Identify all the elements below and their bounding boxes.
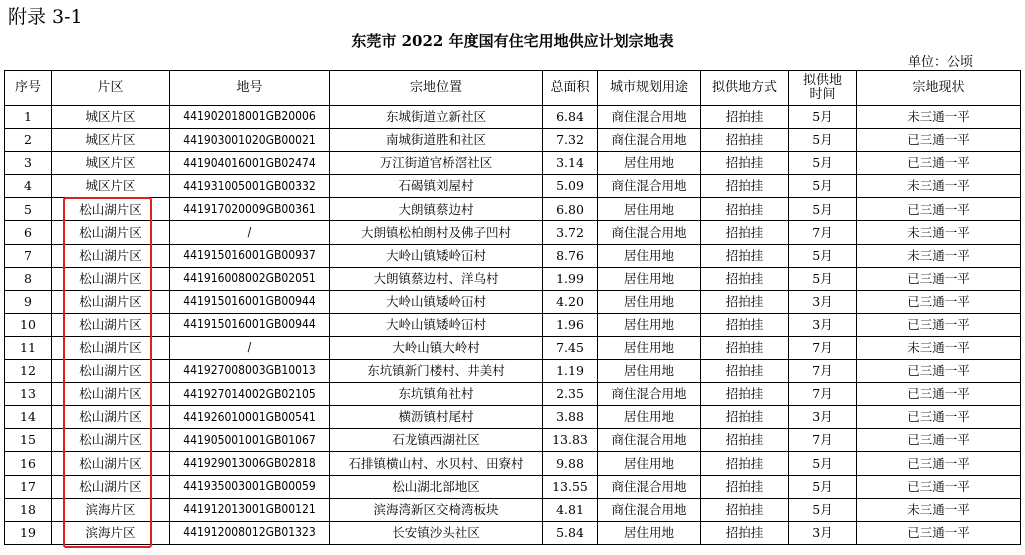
district-cell: 松山湖片区 bbox=[52, 244, 170, 267]
supply-time-cell: 5月 bbox=[789, 475, 857, 498]
total-area-cell: 8.76 bbox=[543, 244, 598, 267]
district-cell: 松山湖片区 bbox=[52, 360, 170, 383]
land-status-cell: 未三通一平 bbox=[857, 221, 1021, 244]
land-status-cell: 已三通一平 bbox=[857, 290, 1021, 313]
supply-time-cell: 7月 bbox=[789, 221, 857, 244]
planned-use-cell: 居住用地 bbox=[598, 152, 701, 175]
planned-use-cell: 商住混合用地 bbox=[598, 221, 701, 244]
land-location-cell: 石碣镇刘屋村 bbox=[330, 175, 543, 198]
land-location-cell: 大岭山镇矮岭冚村 bbox=[330, 244, 543, 267]
supply-method-cell: 招拍挂 bbox=[701, 221, 789, 244]
land-code-cell: 441912008012GB01323 bbox=[170, 521, 330, 544]
land-location-cell: 石排镇横山村、水贝村、田寮村 bbox=[330, 452, 543, 475]
land-code-cell: 441917020009GB00361 bbox=[170, 198, 330, 221]
table-title: 东莞市 2022 年度国有住宅用地供应计划宗地表 bbox=[351, 32, 674, 50]
district-cell: 松山湖片区 bbox=[52, 267, 170, 290]
planned-use-cell: 商住混合用地 bbox=[598, 475, 701, 498]
supply-method-cell: 招拍挂 bbox=[701, 475, 789, 498]
row-number-cell: 14 bbox=[5, 406, 52, 429]
total-area-cell: 1.99 bbox=[543, 267, 598, 290]
land-status-cell: 未三通一平 bbox=[857, 498, 1021, 521]
supply-time-cell: 7月 bbox=[789, 383, 857, 406]
district-cell: 城区片区 bbox=[52, 106, 170, 129]
land-code-cell: 441931005001GB00332 bbox=[170, 175, 330, 198]
row-number-cell: 2 bbox=[5, 129, 52, 152]
total-area-cell: 5.84 bbox=[543, 521, 598, 544]
supply-time-cell: 5月 bbox=[789, 244, 857, 267]
supply-time-cell: 3月 bbox=[789, 521, 857, 544]
table-body bbox=[5, 106, 1021, 545]
planned-use-cell: 居住用地 bbox=[598, 267, 701, 290]
header-cell: 序号 bbox=[5, 71, 52, 106]
supply-method-cell: 招拍挂 bbox=[701, 129, 789, 152]
supply-time-cell: 5月 bbox=[789, 498, 857, 521]
supply-time-cell: 3月 bbox=[789, 313, 857, 336]
row-number-cell: 17 bbox=[5, 475, 52, 498]
row-number-cell: 13 bbox=[5, 383, 52, 406]
supply-method-cell: 招拍挂 bbox=[701, 383, 789, 406]
row-number-cell: 8 bbox=[5, 267, 52, 290]
land-status-cell: 已三通一平 bbox=[857, 129, 1021, 152]
total-area-cell: 1.96 bbox=[543, 313, 598, 336]
planned-use-cell: 居住用地 bbox=[598, 406, 701, 429]
district-cell: 松山湖片区 bbox=[52, 406, 170, 429]
total-area-cell: 3.72 bbox=[543, 221, 598, 244]
table-row bbox=[5, 452, 1021, 475]
table-header-row bbox=[5, 71, 1021, 106]
row-number-cell: 5 bbox=[5, 198, 52, 221]
land-code-cell: 441915016001GB00937 bbox=[170, 244, 330, 267]
district-cell: 松山湖片区 bbox=[52, 429, 170, 452]
supply-method-cell: 招拍挂 bbox=[701, 336, 789, 359]
planned-use-cell: 居住用地 bbox=[598, 198, 701, 221]
land-code-cell: 441902018001GB20006 bbox=[170, 106, 330, 129]
total-area-cell: 1.19 bbox=[543, 360, 598, 383]
table-row bbox=[5, 313, 1021, 336]
row-number-cell: 19 bbox=[5, 521, 52, 544]
row-number-cell: 7 bbox=[5, 244, 52, 267]
supply-method-cell: 招拍挂 bbox=[701, 267, 789, 290]
row-number-cell: 11 bbox=[5, 336, 52, 359]
total-area-cell: 9.88 bbox=[543, 452, 598, 475]
land-location-cell: 南城街道胜和社区 bbox=[330, 129, 543, 152]
planned-use-cell: 居住用地 bbox=[598, 336, 701, 359]
planned-use-cell: 居住用地 bbox=[598, 521, 701, 544]
supply-time-cell: 7月 bbox=[789, 336, 857, 359]
land-location-cell: 东城街道立新社区 bbox=[330, 106, 543, 129]
planned-use-cell: 商住混合用地 bbox=[598, 106, 701, 129]
supply-time-cell: 5月 bbox=[789, 129, 857, 152]
header-cell: 宗地位置 bbox=[330, 71, 543, 106]
appendix-label: 附录 3-1 bbox=[8, 6, 83, 28]
district-cell: 松山湖片区 bbox=[52, 383, 170, 406]
table-row bbox=[5, 521, 1021, 544]
land-location-cell: 大岭山镇矮岭冚村 bbox=[330, 313, 543, 336]
header-cell: 城市规划用途 bbox=[598, 71, 701, 106]
total-area-cell: 4.20 bbox=[543, 290, 598, 313]
planned-use-cell: 商住混合用地 bbox=[598, 175, 701, 198]
header-cell-text: 拟供地时间 bbox=[802, 72, 842, 102]
supply-time-cell: 5月 bbox=[789, 267, 857, 290]
supply-method-cell: 招拍挂 bbox=[701, 360, 789, 383]
total-area-cell: 7.45 bbox=[543, 336, 598, 359]
district-cell: 城区片区 bbox=[52, 175, 170, 198]
supply-method-cell: 招拍挂 bbox=[701, 175, 789, 198]
land-status-cell: 已三通一平 bbox=[857, 267, 1021, 290]
total-area-cell: 7.32 bbox=[543, 129, 598, 152]
district-cell: 城区片区 bbox=[52, 129, 170, 152]
row-number-cell: 12 bbox=[5, 360, 52, 383]
supply-method-cell: 招拍挂 bbox=[701, 452, 789, 475]
land-status-cell: 已三通一平 bbox=[857, 475, 1021, 498]
row-number-cell: 16 bbox=[5, 452, 52, 475]
total-area-cell: 4.81 bbox=[543, 498, 598, 521]
row-number-cell: 15 bbox=[5, 429, 52, 452]
land-status-cell: 已三通一平 bbox=[857, 360, 1021, 383]
land-location-cell: 大岭山镇大岭村 bbox=[330, 336, 543, 359]
supply-time-cell: 5月 bbox=[789, 175, 857, 198]
planned-use-cell: 商住混合用地 bbox=[598, 383, 701, 406]
total-area-cell: 6.84 bbox=[543, 106, 598, 129]
land-status-cell: 已三通一平 bbox=[857, 429, 1021, 452]
land-location-cell: 大岭山镇矮岭冚村 bbox=[330, 290, 543, 313]
header-cell: 地号 bbox=[170, 71, 330, 106]
land-status-cell: 未三通一平 bbox=[857, 336, 1021, 359]
district-cell: 松山湖片区 bbox=[52, 198, 170, 221]
table-row bbox=[5, 221, 1021, 244]
supply-time-cell: 5月 bbox=[789, 106, 857, 129]
total-area-cell: 3.14 bbox=[543, 152, 598, 175]
district-cell: 松山湖片区 bbox=[52, 452, 170, 475]
supply-time-cell: 7月 bbox=[789, 429, 857, 452]
land-code-cell: 441927014002GB02105 bbox=[170, 383, 330, 406]
row-number-cell: 6 bbox=[5, 221, 52, 244]
land-location-cell: 大朗镇蔡边村、洋乌村 bbox=[330, 267, 543, 290]
header-cell: 片区 bbox=[52, 71, 170, 106]
table-row bbox=[5, 106, 1021, 129]
planned-use-cell: 居住用地 bbox=[598, 452, 701, 475]
district-cell: 城区片区 bbox=[52, 152, 170, 175]
total-area-cell: 13.55 bbox=[543, 475, 598, 498]
land-status-cell: 已三通一平 bbox=[857, 452, 1021, 475]
land-code-cell: 441926010001GB00541 bbox=[170, 406, 330, 429]
supply-method-cell: 招拍挂 bbox=[701, 406, 789, 429]
total-area-cell: 5.09 bbox=[543, 175, 598, 198]
land-status-cell: 已三通一平 bbox=[857, 521, 1021, 544]
table-row bbox=[5, 129, 1021, 152]
land-code-cell: 441912013001GB00121 bbox=[170, 498, 330, 521]
supply-time-cell: 5月 bbox=[789, 452, 857, 475]
table-row bbox=[5, 406, 1021, 429]
land-code-cell: 441905001001GB01067 bbox=[170, 429, 330, 452]
row-number-cell: 4 bbox=[5, 175, 52, 198]
supply-method-cell: 招拍挂 bbox=[701, 521, 789, 544]
land-status-cell: 已三通一平 bbox=[857, 383, 1021, 406]
table-row bbox=[5, 383, 1021, 406]
planned-use-cell: 商住混合用地 bbox=[598, 498, 701, 521]
land-supply-table bbox=[4, 70, 1021, 545]
total-area-cell: 13.83 bbox=[543, 429, 598, 452]
land-location-cell: 石龙镇西湖社区 bbox=[330, 429, 543, 452]
land-status-cell: 已三通一平 bbox=[857, 313, 1021, 336]
table-row bbox=[5, 244, 1021, 267]
land-code-cell: 441915016001GB00944 bbox=[170, 290, 330, 313]
land-location-cell: 万江街道官桥滘社区 bbox=[330, 152, 543, 175]
district-cell: 松山湖片区 bbox=[52, 221, 170, 244]
supply-method-cell: 招拍挂 bbox=[701, 498, 789, 521]
land-code-cell: 441903001020GB00021 bbox=[170, 129, 330, 152]
table-row bbox=[5, 336, 1021, 359]
supply-time-cell: 5月 bbox=[789, 198, 857, 221]
planned-use-cell: 居住用地 bbox=[598, 290, 701, 313]
header-cell: 总面积 bbox=[543, 71, 598, 106]
table-row bbox=[5, 475, 1021, 498]
land-code-cell: 441916008002GB02051 bbox=[170, 267, 330, 290]
table-row bbox=[5, 267, 1021, 290]
total-area-cell: 2.35 bbox=[543, 383, 598, 406]
district-cell: 松山湖片区 bbox=[52, 336, 170, 359]
land-status-cell: 已三通一平 bbox=[857, 152, 1021, 175]
supply-time-cell: 7月 bbox=[789, 360, 857, 383]
district-cell: 松山湖片区 bbox=[52, 290, 170, 313]
row-number-cell: 3 bbox=[5, 152, 52, 175]
land-location-cell: 滨海湾新区交椅湾板块 bbox=[330, 498, 543, 521]
supply-method-cell: 招拍挂 bbox=[701, 244, 789, 267]
district-cell: 松山湖片区 bbox=[52, 475, 170, 498]
supply-method-cell: 招拍挂 bbox=[701, 152, 789, 175]
land-status-cell: 未三通一平 bbox=[857, 244, 1021, 267]
header-cell: 宗地现状 bbox=[857, 71, 1021, 106]
land-code-cell: / bbox=[170, 336, 330, 359]
land-status-cell: 未三通一平 bbox=[857, 106, 1021, 129]
planned-use-cell: 居住用地 bbox=[598, 360, 701, 383]
land-location-cell: 横沥镇村尾村 bbox=[330, 406, 543, 429]
land-location-cell: 东坑镇新门楼村、井美村 bbox=[330, 360, 543, 383]
row-number-cell: 10 bbox=[5, 313, 52, 336]
table-row bbox=[5, 498, 1021, 521]
table-row bbox=[5, 290, 1021, 313]
land-location-cell: 大朗镇松柏朗村及佛子凹村 bbox=[330, 221, 543, 244]
land-code-cell: 441927008003GB10013 bbox=[170, 360, 330, 383]
land-location-cell: 东坑镇角社村 bbox=[330, 383, 543, 406]
table-row bbox=[5, 175, 1021, 198]
header-cell: 拟供地方式 bbox=[701, 71, 789, 106]
unit-label: 单位：公顷 bbox=[907, 55, 973, 70]
land-status-cell: 未三通一平 bbox=[857, 175, 1021, 198]
table-row bbox=[5, 360, 1021, 383]
table-row bbox=[5, 429, 1021, 452]
planned-use-cell: 商住混合用地 bbox=[598, 429, 701, 452]
district-cell: 滨海片区 bbox=[52, 521, 170, 544]
land-status-cell: 已三通一平 bbox=[857, 198, 1021, 221]
land-location-cell: 长安镇沙头社区 bbox=[330, 521, 543, 544]
row-number-cell: 9 bbox=[5, 290, 52, 313]
supply-method-cell: 招拍挂 bbox=[701, 198, 789, 221]
row-number-cell: 1 bbox=[5, 106, 52, 129]
planned-use-cell: 居住用地 bbox=[598, 313, 701, 336]
supply-method-cell: 招拍挂 bbox=[701, 429, 789, 452]
table-row bbox=[5, 198, 1021, 221]
land-code-cell: / bbox=[170, 221, 330, 244]
table-row bbox=[5, 152, 1021, 175]
supply-method-cell: 招拍挂 bbox=[701, 290, 789, 313]
land-location-cell: 松山湖北部地区 bbox=[330, 475, 543, 498]
land-code-cell: 441929013006GB02818 bbox=[170, 452, 330, 475]
supply-method-cell: 招拍挂 bbox=[701, 106, 789, 129]
supply-time-cell: 3月 bbox=[789, 406, 857, 429]
header-cell bbox=[789, 71, 857, 106]
planned-use-cell: 商住混合用地 bbox=[598, 129, 701, 152]
supply-time-cell: 3月 bbox=[789, 290, 857, 313]
district-cell: 松山湖片区 bbox=[52, 313, 170, 336]
planned-use-cell: 居住用地 bbox=[598, 244, 701, 267]
land-status-cell: 已三通一平 bbox=[857, 406, 1021, 429]
land-code-cell: 441935003001GB00059 bbox=[170, 475, 330, 498]
supply-method-cell: 招拍挂 bbox=[701, 313, 789, 336]
supply-time-cell: 5月 bbox=[789, 152, 857, 175]
row-number-cell: 18 bbox=[5, 498, 52, 521]
district-cell: 滨海片区 bbox=[52, 498, 170, 521]
land-code-cell: 441915016001GB00944 bbox=[170, 313, 330, 336]
total-area-cell: 3.88 bbox=[543, 406, 598, 429]
land-code-cell: 441904016001GB02474 bbox=[170, 152, 330, 175]
land-location-cell: 大朗镇蔡边村 bbox=[330, 198, 543, 221]
total-area-cell: 6.80 bbox=[543, 198, 598, 221]
